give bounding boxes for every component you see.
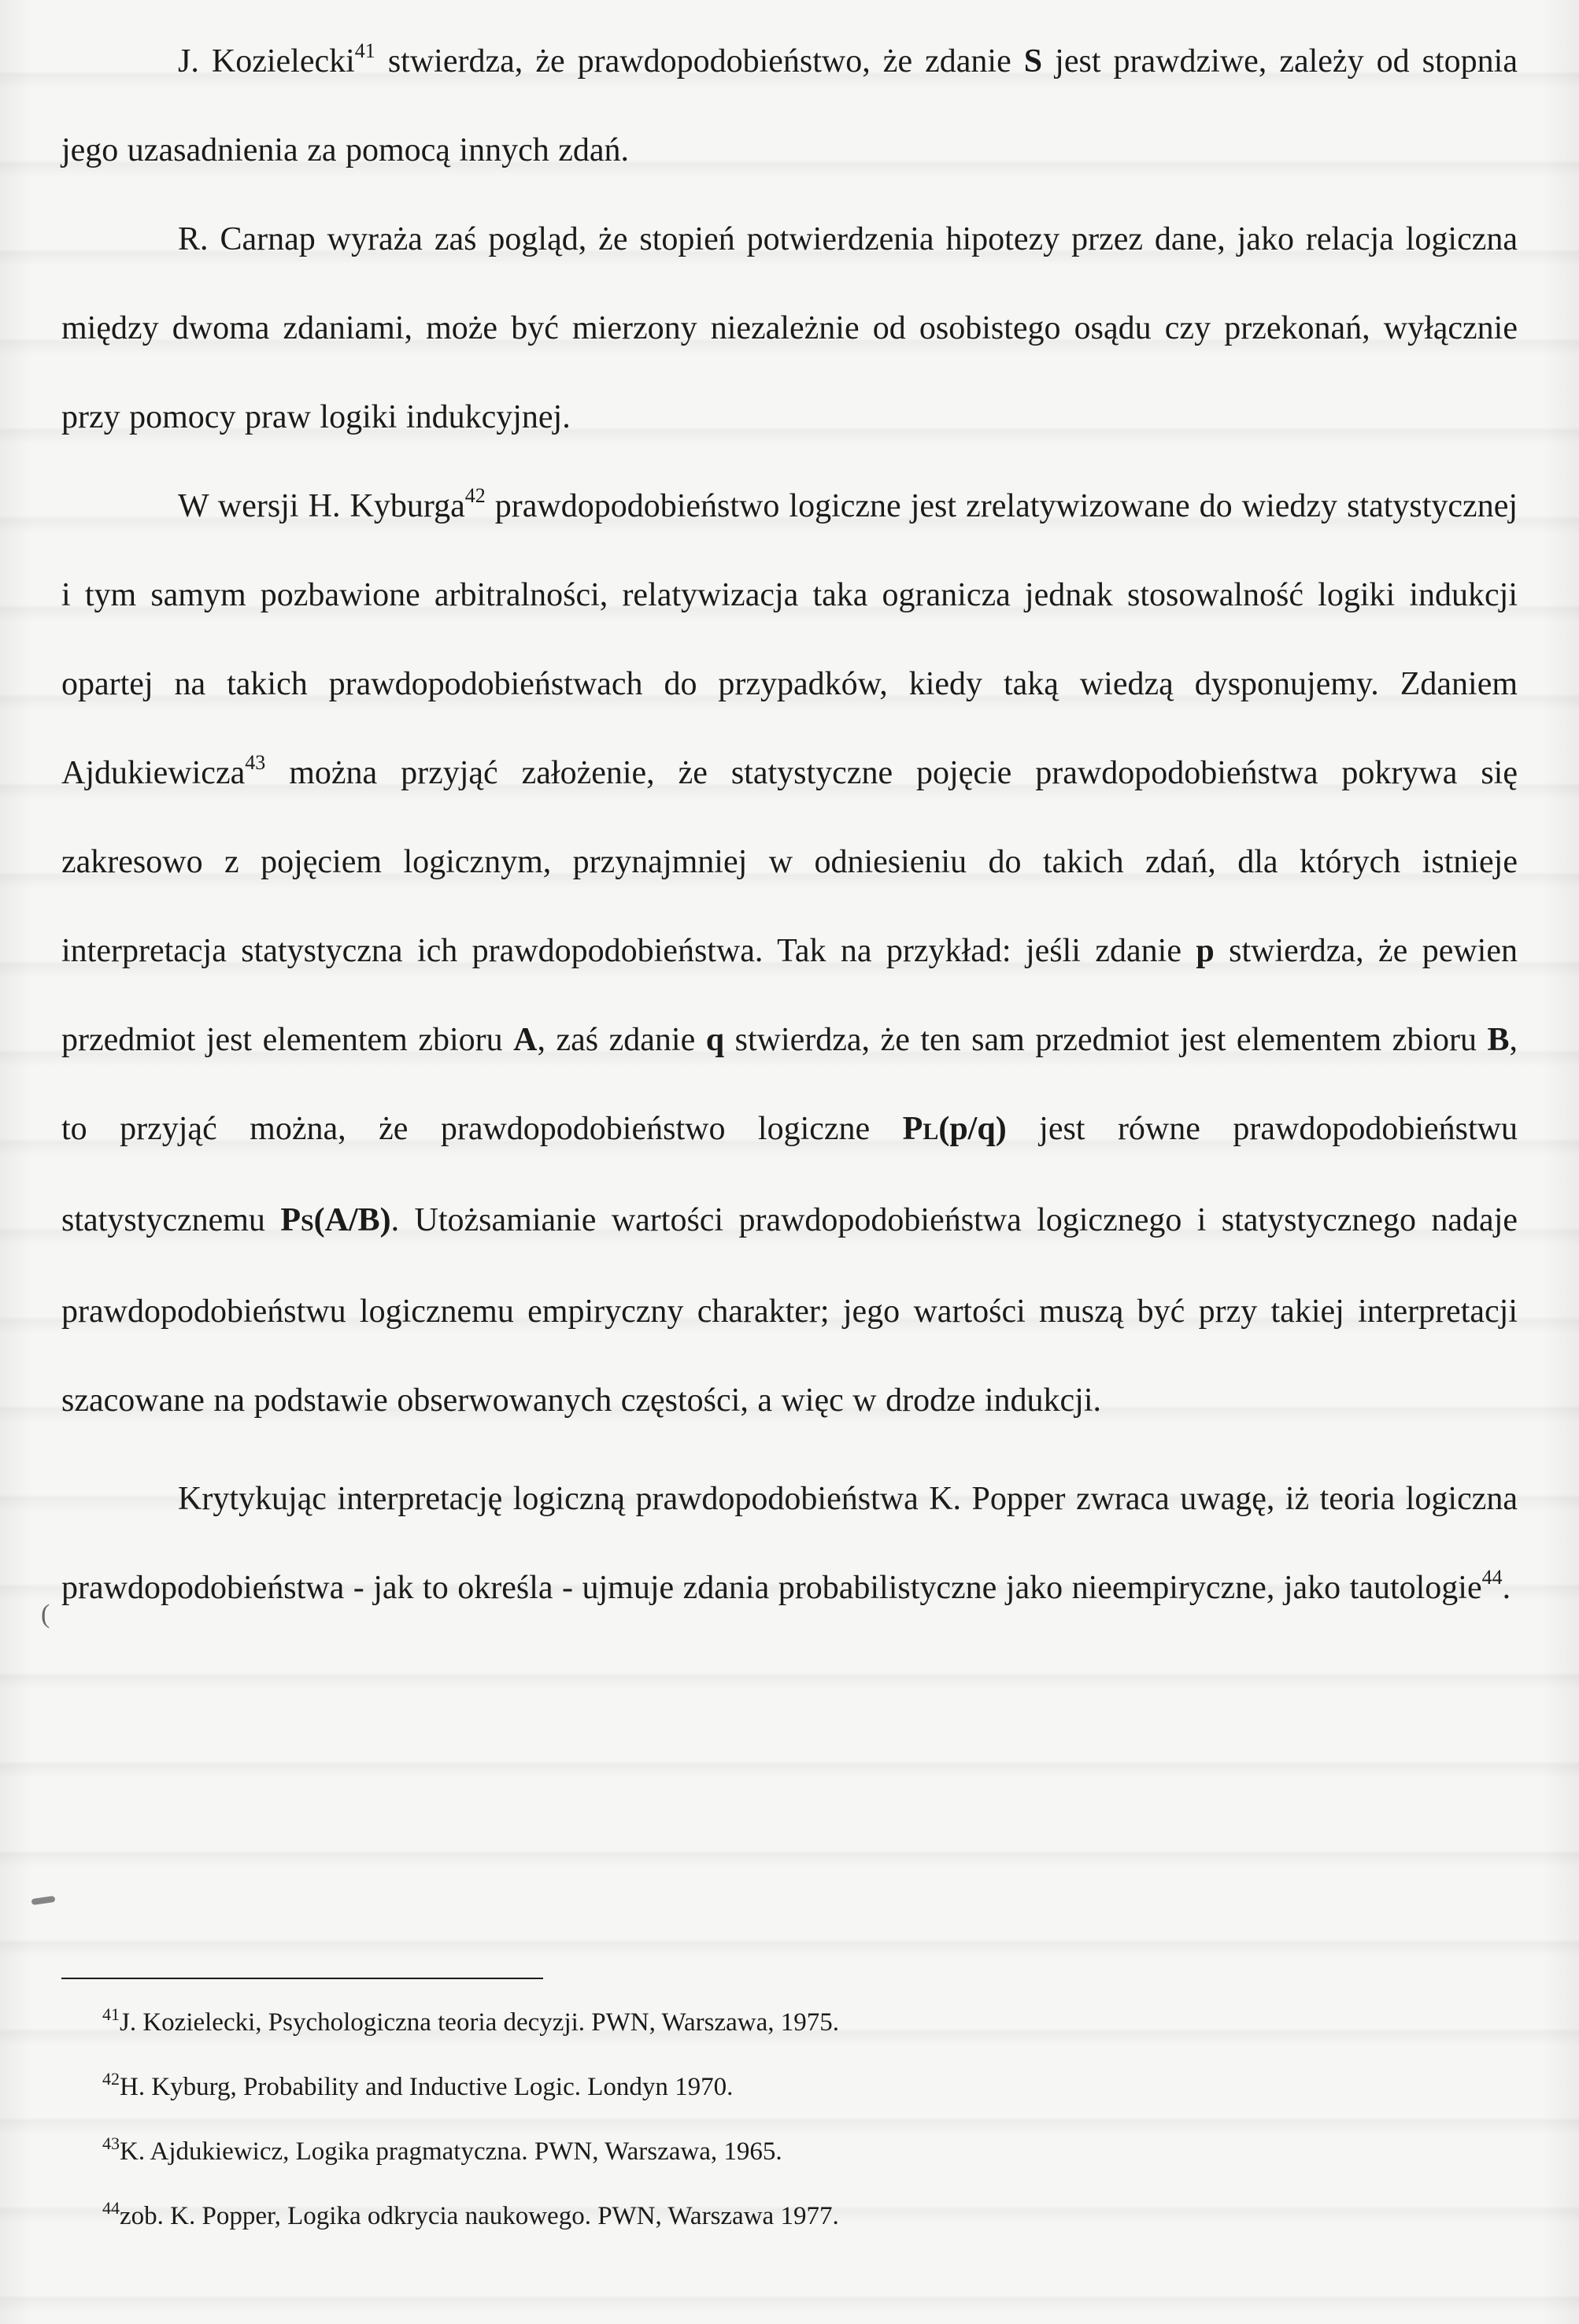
footnote-text: zob. K. Popper, Logika odkrycia naukowego. PWN, Warszawa 1977. <box>120 2202 839 2230</box>
paragraph-text: stwierdza, że prawdopodobieństwo, że zdanie <box>375 43 1024 80</box>
paragraph-text: Krytykując interpretację logiczną prawdopodobieństwa K. Popper zwraca uwagę, iż teoria logiczna prawdopodobieństwa - jak to określa - ujmuje zdania probabilistyczne jako nieempiryczne, jako tautologie <box>61 1481 1518 1606</box>
footnote-text: H. Kyburg, Probability and Inductive Logic. Londyn 1970. <box>120 2073 734 2101</box>
footnote-42 <box>102 2055 1440 2119</box>
formula-subscript: S <box>300 1210 314 1236</box>
formula-symbol: P <box>902 1111 923 1147</box>
symbol-s: S <box>1023 43 1043 80</box>
footnote-number: 41 <box>102 2004 120 2024</box>
formula-args: (p/q) <box>938 1111 1007 1147</box>
paragraph-text: , zaś zdanie <box>537 1022 706 1058</box>
formula-pl <box>903 1111 1007 1147</box>
footnote-text: J. Kozielecki, Psychologiczna teoria decyzji. PWN, Warszawa, 1975. <box>120 2008 840 2037</box>
footnote-44 <box>102 2184 1440 2248</box>
paragraph-text: . Utożsamianie wartości prawdopodobieństwa logicznego i statystycznego nadaje prawdopodobieństwu logicznemu empiryczny charakter; jego wartości muszą być przy takiej interpretacji szacowane na podstawie obserwowanych częstości, a więc w drodze indukcji. <box>61 1202 1518 1419</box>
formula-ps <box>280 1202 390 1238</box>
paragraph-text: , to przyjąć można, że prawdopodobieństwo logiczne <box>61 1022 1518 1147</box>
paragraph-text: stwierdza, że pewien przedmiot jest elementem zbioru <box>61 933 1518 1058</box>
paragraph-text: prawdopodobieństwo logiczne jest zrelatywizowane do wiedzy statystycznej i tym samym pozbawione arbitralności, relatywizacja taka ogranicza jednak stosowalność logiki indukcji opartej na takich prawdopodobieństwach do przypadków, kiedy taką wiedzą dysponujemy. Zdaniem Ajdukiewicza <box>61 488 1518 791</box>
footnote-ref-42[interactable]: 42 <box>464 484 486 507</box>
footnote-number: 44 <box>102 2198 120 2218</box>
footnote-ref-41[interactable]: 41 <box>354 39 375 62</box>
author-name: J. Kozielecki <box>178 43 355 80</box>
paragraph-text: W wersji H. Kyburga <box>178 488 465 524</box>
footnote-number: 42 <box>102 2069 120 2089</box>
formula-subscript: L <box>923 1119 939 1145</box>
footnote-separator <box>61 1978 543 1979</box>
footnote-41 <box>102 1990 1440 2055</box>
symbol-p: p <box>1196 933 1215 969</box>
paragraph-text: jest równe prawdopodobieństwu statystycznemu <box>61 1111 1518 1238</box>
footnotes <box>102 1990 1440 2248</box>
paragraph-text: jest prawdziwe, zależy od stopnia jego uzasadnienia za pomocą innych zdań. <box>61 43 1518 168</box>
paragraph-kozielecki <box>61 17 1518 195</box>
paragraph-text: stwierdza, że ten sam przedmiot jest elementem zbioru <box>724 1022 1488 1058</box>
paragraph-carnap: R. Carnap wyraża zaś pogląd, że stopień potwierdzenia hipotezy przez dane, jako relacja logiczna między dwoma zdaniami, może być mierzony niezależnie od osobistego osądu czy przekonań, wyłącznie przy pomocy praw logiki indukcyjnej. <box>61 221 1518 435</box>
formula-symbol: P <box>280 1202 301 1238</box>
footnote-43 <box>102 2119 1440 2184</box>
symbol-a: A <box>513 1022 538 1058</box>
footnote-number: 43 <box>102 2133 120 2153</box>
margin-pencil-mark: ( <box>41 1600 50 1629</box>
formula-args: (A/B) <box>313 1202 391 1238</box>
footnote-ref-44[interactable]: 44 <box>1481 1566 1503 1589</box>
paragraph-text: . <box>1502 1570 1511 1606</box>
symbol-q: q <box>705 1022 725 1058</box>
paragraph-kyburg <box>61 462 1518 1445</box>
symbol-b: B <box>1487 1022 1510 1058</box>
paragraph-popper <box>61 1455 1518 1633</box>
main-text <box>61 17 1518 1633</box>
footnote-text: K. Ajdukiewicz, Logika pragmatyczna. PWN, Warszawa, 1965. <box>120 2137 782 2166</box>
paragraph-text: można przyjąć założenie, że statystyczne pojęcie prawdopodobieństwa pokrywa się zakresowo z pojęciem logicznym, przynajmniej w odniesieniu do takich zdań, dla których istnieje interpretacja statystyczna ich prawdopodobieństwa. Tak na przykład: jeśli zdanie <box>61 755 1518 969</box>
footnote-ref-43[interactable]: 43 <box>245 751 266 774</box>
